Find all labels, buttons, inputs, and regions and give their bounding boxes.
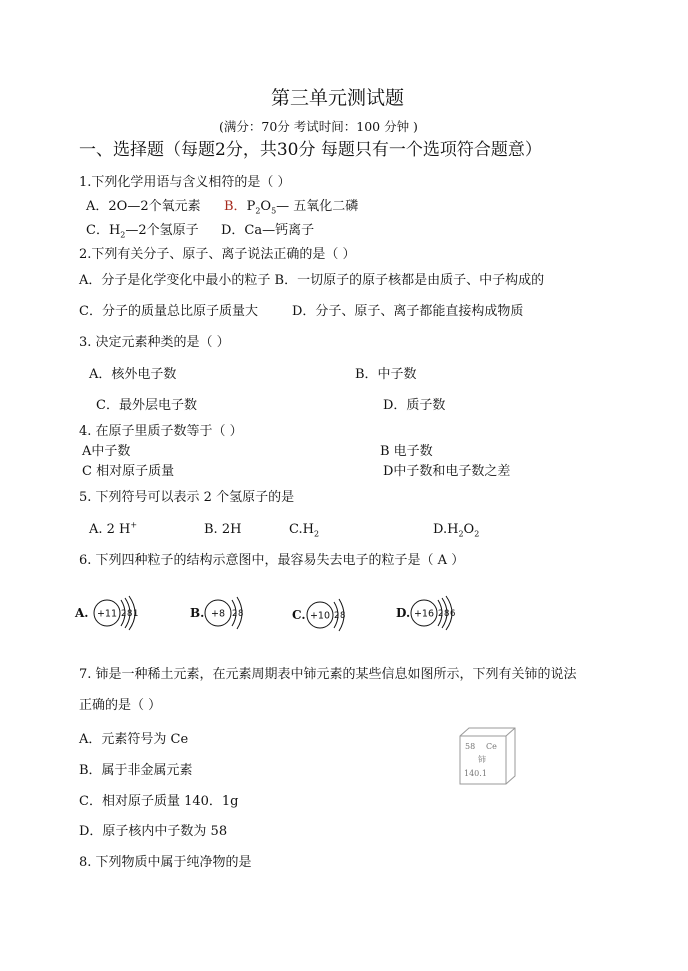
question-7-option-b: B．属于非金属元素: [79, 763, 193, 778]
question-5-option-a: [89, 520, 138, 537]
nucleus-charge: +8: [210, 608, 226, 620]
question-4-option-d: D中子数和电子数之差: [383, 464, 511, 479]
atomic-number: 58: [465, 742, 476, 751]
question-5-stem: 5. 下列符号可以表示 2 个氢原子的是: [79, 490, 295, 505]
question-4-option-a: A中子数: [82, 444, 131, 459]
exam-info: (满分：70分 考试时间：100 分钟 ): [219, 119, 418, 134]
question-3-option-a: A．核外电子数: [89, 367, 177, 382]
subscript: 2: [474, 529, 480, 539]
subscript: 5: [271, 206, 277, 216]
question-1-option-d: D．Ca—钙离子: [221, 223, 315, 238]
formula-meaning: —2个氢原子: [125, 223, 199, 238]
element-cell-figure: [459, 727, 519, 791]
option-text: C.H: [289, 522, 314, 537]
formula-p: P: [246, 199, 256, 214]
atom-label: B.: [190, 606, 205, 620]
atom-label: C.: [292, 608, 306, 622]
question-1-stem: 1.下列化学用语与含义相符的是（ ）: [79, 175, 291, 190]
atom-diagram-d: [396, 595, 486, 643]
question-2-option-d: D．分子、原子、离子都能直接构成物质: [292, 304, 524, 319]
question-3-stem: 3. 决定元素种类的是（ ）: [79, 335, 230, 350]
element-name: 铈: [478, 755, 486, 764]
question-7-option-a: A．元素符号为 Ce: [79, 732, 189, 747]
shell-electrons: 2: [438, 609, 444, 619]
nucleus-charge: +10: [309, 610, 331, 622]
formula-h: C．H: [86, 223, 121, 238]
page-title: 第三单元测试题: [271, 87, 405, 109]
option-b-letter: B．: [224, 199, 247, 214]
element-symbol: Ce: [486, 742, 497, 751]
question-5-option-d: [433, 522, 480, 539]
nucleus-charge: +11: [96, 608, 118, 620]
shell-electrons: 1: [133, 609, 139, 619]
shell-electrons: 8: [340, 611, 346, 621]
option-text: O: [463, 522, 475, 537]
formula-o: O: [260, 199, 272, 214]
section-heading: 一、选择题（每题2分，共30分 每题只有一个选项符合题意）: [79, 140, 542, 160]
atom-label: A.: [75, 606, 89, 620]
atom-diagram-a: [75, 595, 165, 643]
question-5-option-b: B. 2H: [204, 522, 242, 537]
question-2-options-ab: A．分子是化学变化中最小的粒子 B．一切原子的原子核都是由质子、中子构成的: [79, 273, 545, 288]
atom-label: D.: [396, 606, 411, 620]
shell-electrons: 2: [232, 609, 238, 619]
question-7-stem-line-2: 正确的是（ ）: [79, 698, 162, 713]
question-7-stem-line-1: 7. 铈是一种稀土元素，在元素周期表中铈元素的某些信息如图所示，下列有关铈的说法: [79, 667, 577, 682]
subscript: 2: [313, 529, 320, 539]
subscript: 2: [255, 206, 261, 216]
question-4-option-b: B 电子数: [380, 444, 433, 459]
question-3-option-b: B．中子数: [355, 367, 417, 382]
subscript: 2: [120, 230, 126, 240]
question-7-option-c: C．相对原子质量 140．1g: [79, 794, 239, 809]
option-text: D.H: [433, 522, 459, 537]
question-1-option-a: A．2O—2个氧元素: [86, 199, 201, 214]
question-3-option-d: D．质子数: [383, 398, 446, 413]
atom-diagram-c: [292, 597, 372, 645]
atomic-mass: 140.1: [464, 769, 487, 778]
question-1-option-b: [224, 199, 359, 216]
formula-meaning: — 五氧化二磷: [276, 199, 359, 214]
nucleus-charge: +16: [413, 608, 435, 620]
superscript: +: [130, 520, 138, 530]
question-7-option-d: D．原子核内中子数为 58: [79, 824, 228, 839]
shell-electrons: 8: [444, 609, 450, 619]
option-text: A. 2 H: [89, 522, 131, 537]
question-2-stem: 2.下列有关分子、原子、离子说法正确的是（ ）: [79, 247, 356, 262]
question-4-option-c: C 相对原子质量: [82, 464, 175, 479]
shell-electrons: 6: [450, 609, 456, 619]
question-4-stem: 4. 在原子里质子数等于（ ）: [79, 424, 243, 439]
question-3-option-c: C．最外层电子数: [96, 398, 197, 413]
shell-electrons: 8: [127, 609, 133, 619]
atom-diagram-b: [190, 595, 270, 643]
shell-electrons: 2: [334, 611, 340, 621]
question-8-stem: 8. 下列物质中属于纯净物的是: [79, 855, 252, 870]
subscript: 2: [458, 529, 464, 539]
shell-electrons: 8: [238, 609, 244, 619]
question-5-option-c: [289, 522, 320, 539]
question-6-stem: 6. 下列四种粒子的结构示意图中，最容易失去电子的粒子是（ A ）: [79, 553, 465, 568]
shell-electrons: 2: [121, 609, 127, 619]
question-2-option-c: C．分子的质量总比原子质量大: [79, 304, 258, 319]
question-1-option-c: [86, 223, 199, 240]
